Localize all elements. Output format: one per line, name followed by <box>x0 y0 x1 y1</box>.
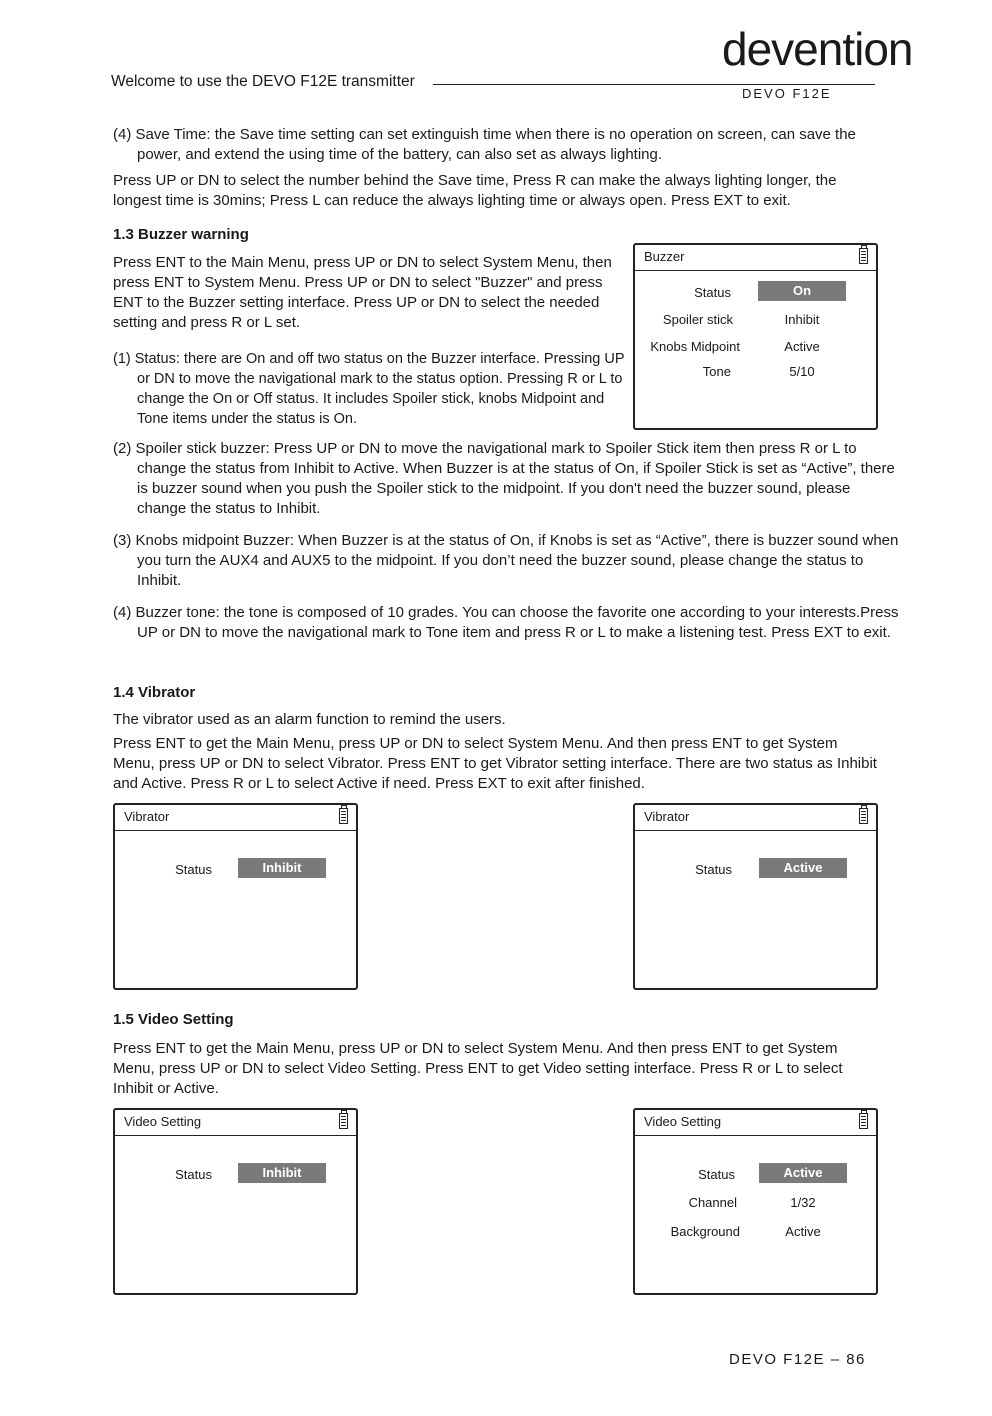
buzzer-status-paragraph: (1) Status: there are On and off two status on the Buzzer interface. Pressing UP or DN to move the navigational mark to the status option. Pressing R or L to change the On or Off status. It includes Spoiler stick, knobs Midpoint and Tone items under the status is On. <box>113 351 625 427</box>
battery-icon <box>339 1113 348 1129</box>
battery-icon <box>859 808 868 824</box>
video-status-label: Status <box>175 1167 212 1182</box>
section-heading-buzzer: 1.3 Buzzer warning <box>113 226 249 243</box>
tone-label: Tone <box>702 364 731 379</box>
section-heading-vibrator: 1.4 Vibrator <box>113 684 196 701</box>
video-screen-inhibit <box>113 1108 358 1295</box>
buzzer-tone-paragraph: (4) Buzzer tone: the tone is composed of 10 grades. You can choose the favorite one according to your interests.Press UP or DN to move the navigational mark to Tone item and press R or L to make a listening test. Press EXT to exit. <box>113 604 899 641</box>
screen-titlebar <box>635 805 876 831</box>
screen-title: Video Setting <box>644 1114 722 1129</box>
spoiler-stick-label: Spoiler stick <box>662 312 733 327</box>
vibrator-status-value[interactable]: Active <box>759 858 847 878</box>
background-label: Background <box>670 1224 740 1239</box>
logo-model: DEVO F12E <box>742 86 832 101</box>
screen-titlebar <box>115 1110 356 1136</box>
screen-titlebar <box>635 1110 876 1136</box>
running-header: Welcome to use the DEVO F12E transmitter <box>111 73 415 90</box>
spoiler-stick-value[interactable]: Inhibit <box>784 312 820 327</box>
vibrator-status-value[interactable]: Inhibit <box>238 858 326 878</box>
video-status-value[interactable]: Inhibit <box>238 1163 326 1183</box>
header-rule <box>433 84 875 85</box>
buzzer-status-value[interactable]: On <box>758 281 846 301</box>
devention-logo: devention <box>722 23 913 75</box>
battery-icon <box>859 1113 868 1129</box>
spoiler-stick-paragraph: (2) Spoiler stick buzzer: Press UP or DN to move the navigational mark to Spoiler Stick item then press R or L to change the status from Inhibit to Active. When Buzzer is at the status of On, if Spoiler Stick is set as “Active”, there is buzzer sound when you push the Spoiler stick to the midpoint. If you don't need the buzzer sound, please change the status to Inhibit. <box>113 440 895 517</box>
screen-titlebar <box>115 805 356 831</box>
vibrator-screen-inhibit <box>113 803 358 990</box>
screen-title: Video Setting <box>124 1114 202 1129</box>
buzzer-status-label: Status <box>694 285 731 300</box>
background-value[interactable]: Active <box>785 1224 821 1239</box>
tone-value[interactable]: 5/10 <box>789 364 815 379</box>
vibrator-instructions: Press ENT to get the Main Menu, press UP or DN to select System Menu. And then press ENT to get System Menu, press UP or DN to select Vibrator. Press ENT to get Vibrator setting interface. There are two status as Inhibit and Active. Press R or L to select Active if need. Press EXT to exit after finished. <box>113 735 877 792</box>
knobs-midpoint-value[interactable]: Active <box>784 339 820 354</box>
page-number: DEVO F12E – 86 <box>729 1351 866 1368</box>
save-time-paragraph: (4) Save Time: the Save time setting can set extinguish time when there is no operation on screen, can save the power, and extend the using time of the battery, can also set as always lighting. <box>113 126 856 163</box>
battery-icon <box>339 808 348 824</box>
vibrator-screen-active <box>633 803 878 990</box>
video-status-label: Status <box>698 1167 735 1182</box>
battery-icon <box>859 248 868 264</box>
vibrator-status-label: Status <box>695 862 732 877</box>
screen-title: Vibrator <box>644 809 690 824</box>
screen-title: Vibrator <box>124 809 170 824</box>
buzzer-intro: Press ENT to the Main Menu, press UP or DN to select System Menu, then press ENT to System Menu. Press UP or DN to select "Buzzer" and press ENT to the Buzzer setting interface. Press UP or DN to select the needed setting and press R or L set. <box>113 254 612 331</box>
channel-value[interactable]: 1/32 <box>790 1195 816 1210</box>
channel-label: Channel <box>688 1195 737 1210</box>
video-instructions: Press ENT to get the Main Menu, press UP or DN to select System Menu. And then press ENT to get System Menu, press UP or DN to select Video Setting. Press ENT to get Video setting interface. Press R or L to select Inhibit or Active. <box>113 1040 843 1097</box>
video-status-value[interactable]: Active <box>759 1163 847 1183</box>
section-heading-video: 1.5 Video Setting <box>113 1011 234 1028</box>
vibrator-status-label: Status <box>175 862 212 877</box>
knobs-midpoint-paragraph: (3) Knobs midpoint Buzzer: When Buzzer is at the status of On, if Knobs is set as “Active”, there is buzzer sound when you turn the AUX4 and AUX5 to the midpoint. If you don’t need the buzzer sound, please change the status to Inhibit. <box>113 532 899 589</box>
video-screen-active <box>633 1108 878 1295</box>
knobs-midpoint-label: Knobs Midpoint <box>650 339 740 354</box>
save-time-instructions: Press UP or DN to select the number behind the Save time, Press R can make the always lighting longer, the longest time is 30mins; Press L can reduce the always lighting time or always open. Press EXT to exit. <box>113 172 837 209</box>
screen-title: Buzzer <box>644 249 685 264</box>
screen-titlebar <box>635 245 876 271</box>
vibrator-intro: The vibrator used as an alarm function to remind the users. <box>113 711 506 728</box>
buzzer-screen <box>633 243 878 430</box>
